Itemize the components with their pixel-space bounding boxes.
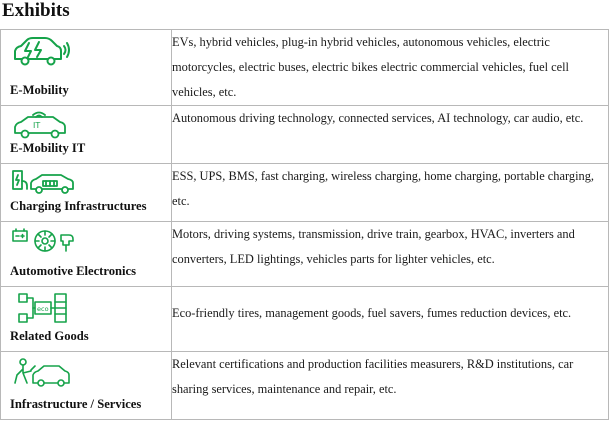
automotive-electronics-icon (11, 227, 77, 255)
icon-badge-text: eco (37, 305, 49, 313)
description-cell: ESS, UPS, BMS, fast charging, wireless charging, home charging, portable charging, etc. (172, 164, 609, 222)
table-row (1, 222, 609, 287)
category-cell (1, 30, 172, 106)
category-label: Infrastructure / Services (10, 397, 142, 411)
category-cell (1, 106, 172, 164)
description-cell: EVs, hybrid vehicles, plug-in hybrid vehicles, autonomous vehicles, electric motorcycles, electric buses, electric bikes electric commercial vehicles, fuel cell vehicles, etc. (172, 30, 609, 106)
description-cell: Motors, driving systems, transmission, drive train, gearbox, HVAC, inverters and converters, LED lightings, vehicles parts for lighter vehicles, etc. (172, 222, 609, 287)
description-cell: Autonomous driving technology, connected services, AI technology, car audio, etc. (172, 106, 609, 164)
electric-car-icon (11, 35, 71, 67)
category-label: Automotive Electronics (10, 264, 137, 278)
category-cell (1, 222, 172, 287)
table-row (1, 106, 609, 164)
connected-car-icon (11, 109, 71, 139)
table-row (1, 352, 609, 420)
category-cell (1, 352, 172, 420)
exhibits-table (0, 29, 609, 420)
table-row (1, 164, 609, 222)
icon-badge-text: IT (33, 121, 41, 130)
category-label: Related Goods (10, 329, 89, 343)
description-cell: Relevant certifications and production facilities measurers, R&D institutions, car sharing services, maintenance and repair, etc. (172, 352, 609, 420)
category-label: E-Mobility IT (10, 141, 86, 155)
table-row (1, 30, 609, 106)
eco-goods-icon (17, 292, 69, 324)
category-label: Charging Infrastructures (10, 199, 147, 213)
table-row (1, 287, 609, 352)
car-service-icon (11, 357, 73, 387)
charging-station-icon (11, 169, 77, 195)
category-label: E-Mobility (10, 83, 69, 97)
description-cell: Eco-friendly tires, management goods, fuel savers, fumes reduction devices, etc. (172, 287, 609, 352)
page-title: Exhibits (2, 0, 70, 21)
category-cell (1, 164, 172, 222)
category-cell (1, 287, 172, 352)
